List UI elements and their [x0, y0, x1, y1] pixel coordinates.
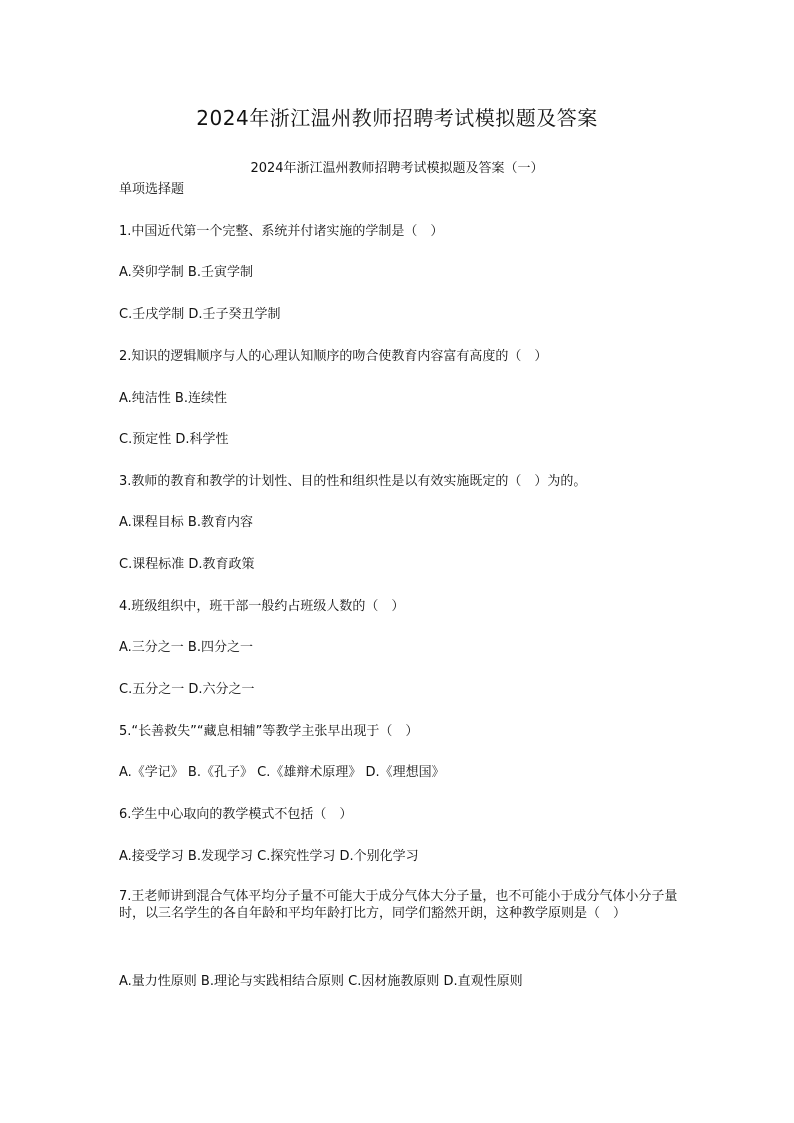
question-stem: 2.知识的逻辑顺序与人的心理认知顺序的吻合使教育内容富有高度的（ ）	[119, 349, 548, 364]
question-stem: 4.班级组织中，班干部一般约占班级人数的（ ）	[119, 599, 405, 614]
question-stem: 3.教师的教育和教学的计划性、目的性和组织性是以有效实施既定的（ ）为的。	[119, 474, 587, 489]
document-subtitle: 2024年浙江温州教师招聘考试模拟题及答案（一）	[250, 161, 544, 176]
question-option: A.课程目标 B.教育内容	[119, 515, 253, 530]
question-option: C.预定性 D.科学性	[119, 432, 229, 447]
section-heading: 单项选择题	[119, 182, 185, 197]
question-option: C.五分之一 D.六分之一	[119, 682, 255, 697]
question-option: A.癸卯学制 B.壬寅学制	[119, 265, 253, 280]
question-stem: 6.学生中心取向的教学模式不包括（ ）	[119, 807, 353, 822]
question-option: A.《学记》 B.《孔子》 C.《雄辩术原理》 D.《理想国》	[119, 765, 445, 780]
question-option: C.课程标准 D.教育政策	[119, 557, 255, 572]
question-stem: 1.中国近代第一个完整、系统并付诸实施的学制是（ ）	[119, 224, 444, 239]
question-option: A.量力性原则 B.理论与实践相结合原则 C.因材施教原则 D.直观性原则	[119, 974, 523, 989]
question-option: A.三分之一 B.四分之一	[119, 640, 253, 655]
question-stem: 5.“长善救失”“藏息相辅”等教学主张早出现于（ ）	[119, 724, 419, 739]
question-option: C.壬戌学制 D.壬子癸丑学制	[119, 307, 281, 322]
document-title: 2024年浙江温州教师招聘考试模拟题及答案	[196, 106, 598, 130]
question-option: A.接受学习 B.发现学习 C.探究性学习 D.个别化学习	[119, 849, 419, 864]
question-option: A.纯洁性 B.连续性	[119, 391, 227, 406]
question-stem: 7.王老师讲到混合气体平均分子量不可能大于成分气体大分子量，也不可能小于成分气体小分子量时，以三名学生的各自年龄和平均年龄打比方，同学们豁然开朗，这种教学原则是（ ）	[119, 889, 678, 921]
